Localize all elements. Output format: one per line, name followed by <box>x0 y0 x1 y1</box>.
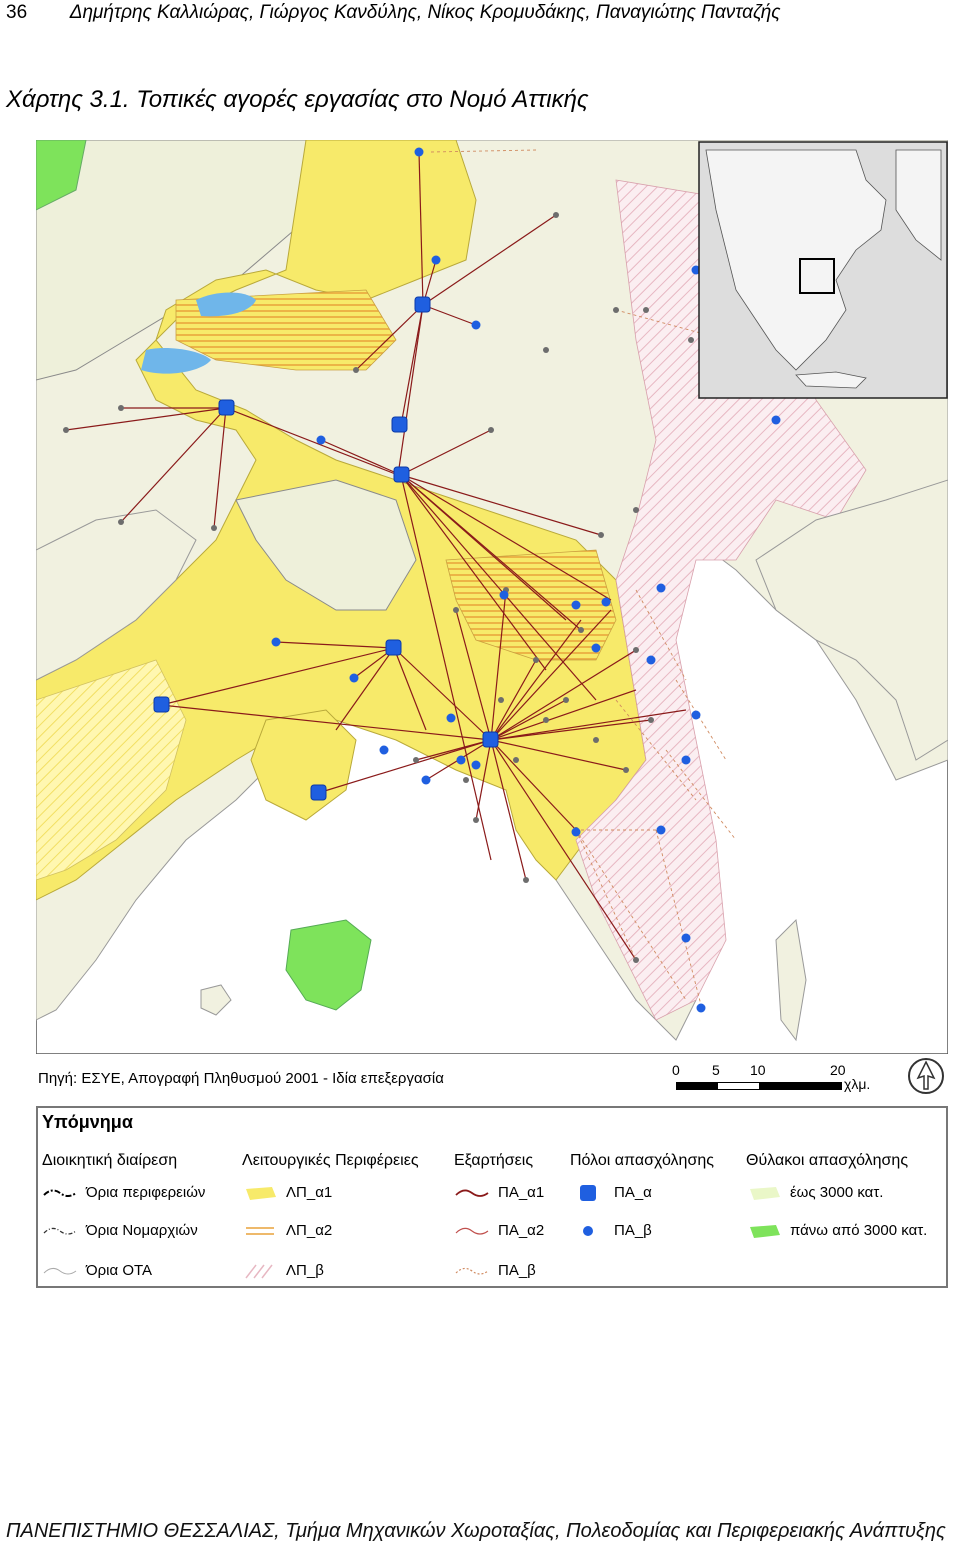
greece-inset-map <box>699 142 947 398</box>
legend-deps <box>454 1152 533 1170</box>
pa-b-line-icon <box>454 1263 490 1279</box>
authors: Δημήτρης Καλλιώρας, Γιώργος Κανδύλης, Νίκος Κρομυδάκης, Παναγιώτης Πανταζής <box>69 2 781 23</box>
map-figure <box>36 140 948 1054</box>
legend-deps-heading: Εξαρτήσεις <box>454 1152 534 1169</box>
large-node-swatch-icon <box>746 1223 782 1239</box>
scale-bar-graphic <box>676 1082 842 1090</box>
region-border-icon <box>42 1185 78 1201</box>
legend-dep-pa-b: ΠΑ_β <box>454 1262 536 1279</box>
scale-tick-20: 20 <box>830 1062 846 1078</box>
lp-a1-swatch-icon <box>242 1185 278 1201</box>
scale-tick-5: 5 <box>712 1062 720 1078</box>
scale-bar <box>672 1062 872 1102</box>
legend-poles-heading: Πόλοι απασχόλησης <box>570 1152 714 1169</box>
map-legend <box>36 1106 948 1288</box>
legend-regions-heading: Λειτουργικές Περιφέρειες <box>242 1152 419 1169</box>
north-arrow-icon <box>906 1056 946 1096</box>
pa-b-dot-icon <box>570 1223 606 1239</box>
pa-a-square-icon <box>570 1185 606 1201</box>
legend-admin-item-region: Όρια περιφερειών <box>42 1184 205 1201</box>
legend-admin-item-prefecture: Όρια Νομαρχιών <box>42 1222 198 1239</box>
lp-a2-swatch-icon <box>242 1223 278 1239</box>
legend-region-lp-a1: ΛΠ_α1 <box>242 1184 332 1201</box>
legend-title: Υπόμνημα <box>42 1112 133 1132</box>
scale-tick-10: 10 <box>750 1062 766 1078</box>
legend-pole-pa-b: ΠΑ_β <box>570 1222 652 1239</box>
legend-admin-heading: Διοικητική διαίρεση <box>42 1152 178 1169</box>
legend-node-large: πάνω από 3000 κατ. <box>746 1222 927 1239</box>
pa-a1-line-icon <box>454 1185 490 1201</box>
scale-unit: χλμ. <box>844 1076 871 1092</box>
map-title: Χάρτης 3.1. Τοπικές αγορές εργασίας στο Νομό Αττικής <box>6 86 589 113</box>
small-node-swatch-icon <box>746 1185 782 1201</box>
lp-b-swatch-icon <box>242 1263 278 1279</box>
legend-node-small: έως 3000 κατ. <box>746 1184 883 1201</box>
legend-poles <box>570 1152 714 1170</box>
legend-pole-pa-a: ΠΑ_α <box>570 1184 652 1201</box>
legend-dep-pa-a1: ΠΑ_α1 <box>454 1184 544 1201</box>
pa-a2-line-icon <box>454 1223 490 1239</box>
legend-nodes <box>746 1152 908 1170</box>
legend-dep-pa-a2: ΠΑ_α2 <box>454 1222 544 1239</box>
scale-tick-0: 0 <box>672 1062 680 1078</box>
legend-admin <box>42 1152 177 1170</box>
attica-map <box>36 140 948 1054</box>
ota-border-icon <box>42 1263 78 1279</box>
legend-region-lp-a2: ΛΠ_α2 <box>242 1222 332 1239</box>
prefecture-border-icon <box>42 1223 78 1239</box>
page-number: 36 <box>6 2 28 23</box>
legend-admin-item-ota: Όρια ΟΤΑ <box>42 1262 152 1279</box>
legend-nodes-heading: Θύλακοι απασχόλησης <box>746 1152 909 1169</box>
legend-regions <box>242 1152 419 1170</box>
legend-region-lp-b: ΛΠ_β <box>242 1262 324 1279</box>
page-header <box>6 2 780 24</box>
source-note: Πηγή: ΕΣΥΕ, Απογραφή Πληθυσμού 2001 - Ιδία επεξεργασία <box>38 1070 444 1087</box>
page-footer: ΠΑΝΕΠΙΣΤΗΜΙΟ ΘΕΣΣΑΛΙΑΣ, Τμήμα Μηχανικών Χωροταξίας, Πολεοδομίας και Περιφερειακής Ανάπτυξης <box>6 1520 946 1542</box>
